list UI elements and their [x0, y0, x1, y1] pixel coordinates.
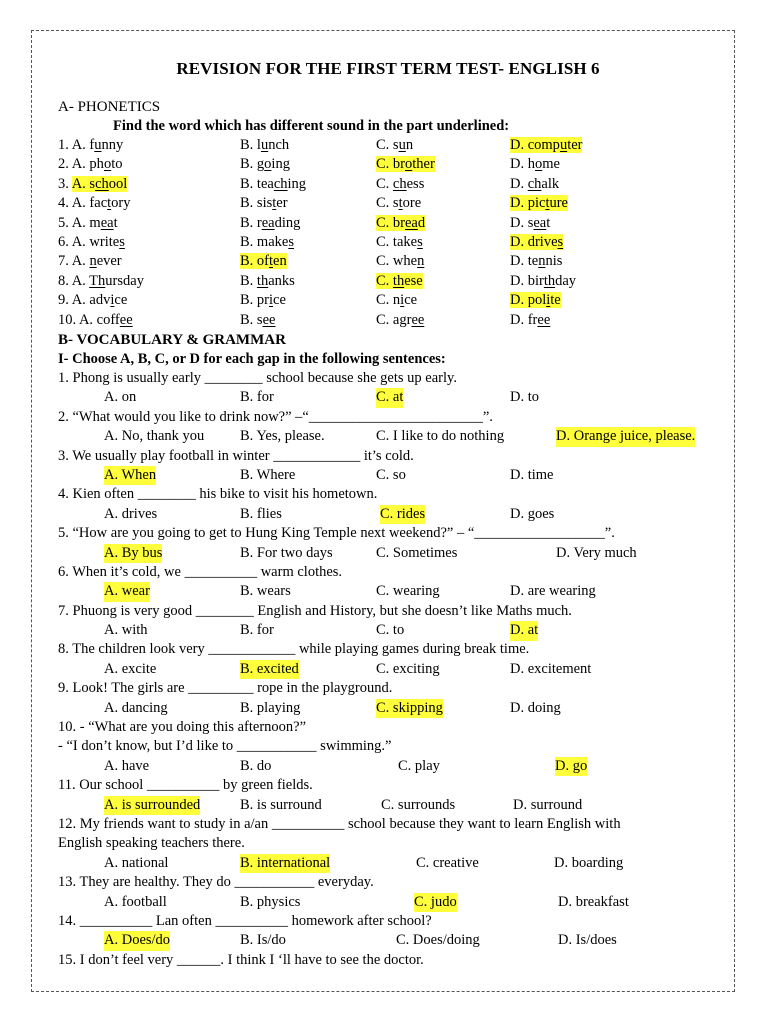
- underlined-sound: u: [94, 137, 102, 153]
- underlined-sound: i: [110, 292, 115, 309]
- phonetics-number: 7.: [58, 253, 69, 270]
- underlined-sound: t: [272, 195, 277, 212]
- phonetics-instruction: Find the word which has different sound in the part underlined:: [113, 118, 510, 134]
- answer-highlight: C. brother: [376, 156, 435, 173]
- phonetics-option: B. going: [240, 156, 290, 173]
- phonetics-number: 3.: [58, 175, 69, 192]
- answer-option: C. judo: [414, 893, 457, 912]
- underlined-sound: t: [107, 195, 112, 212]
- underlined-sound: ch: [392, 175, 407, 192]
- underlined-sound: o: [405, 156, 413, 173]
- answer-option: B. international: [240, 854, 330, 873]
- answer-highlight: B. often: [240, 253, 287, 270]
- question-text: 9. Look! The girls are _________ rope in the playground.: [58, 680, 393, 697]
- question-options: [58, 621, 718, 640]
- underlined-sound: ee: [262, 311, 276, 328]
- phonetics-option: D. birthday: [510, 272, 577, 289]
- option: A. dancing: [104, 699, 168, 716]
- phonetics-option: C. when: [376, 253, 425, 270]
- phonetics-option: D. free: [510, 311, 551, 328]
- question-text: 15. I don’t feel very ______. I think I ‘ll have to see the doctor.: [58, 951, 424, 968]
- phonetics-number: 4.: [58, 195, 69, 212]
- underlined-sound: ch: [273, 175, 288, 192]
- underlined-sound: t: [545, 195, 550, 212]
- phonetics-option: C. nice: [376, 292, 418, 309]
- option: B. is surround: [240, 796, 322, 813]
- underlined-sound: s: [288, 233, 294, 250]
- phonetics-option: [510, 136, 582, 155]
- option: B. physics: [240, 893, 301, 910]
- question-text: 5. “How are you going to get to Hung King Temple next weekend?” – “__________________”.: [58, 525, 615, 542]
- option: C. wearing: [376, 583, 440, 600]
- phonetics-option: [240, 252, 287, 271]
- answer-option: A. By bus: [104, 544, 162, 563]
- phonetics-row: [58, 155, 718, 174]
- answer-highlight: D. picture: [510, 195, 568, 212]
- underlined-sound: u: [559, 137, 568, 153]
- answer-option: B. excited: [240, 660, 299, 679]
- option: D. surround: [513, 796, 583, 813]
- question-text: 7. Phuong is very good ________ English and History, but she doesn’t like Maths much.: [58, 602, 572, 619]
- phonetics-list: [58, 136, 718, 330]
- worksheet-content: [58, 59, 718, 970]
- option: C. surrounds: [381, 796, 456, 813]
- phonetics-option: B. makes: [240, 233, 294, 250]
- question-text: 10. - “What are you doing this afternoon?”: [58, 719, 307, 736]
- phonetics-option: 2. A. photo: [58, 156, 123, 173]
- phonetics-option: [510, 291, 561, 310]
- question-text: 8. The children look very ____________ while playing games during break time.: [58, 641, 530, 658]
- underlined-sound: s: [417, 233, 423, 250]
- answer-option: D. go: [555, 757, 587, 776]
- option: A. national: [104, 854, 169, 871]
- question-text: 13. They are healthy. They do ___________ everyday.: [58, 874, 374, 891]
- phonetics-heading: A- PHONETICS: [58, 99, 161, 115]
- option: C. I like to do nothing: [376, 428, 505, 445]
- underlined-sound: o: [264, 156, 272, 173]
- answer-highlight: C. these: [376, 272, 423, 289]
- question-text: 3. We usually play football in winter ____________ it’s cold.: [58, 447, 414, 464]
- phonetics-option: 8. A. Thursday: [58, 272, 144, 289]
- phonetics-option: B. price: [240, 292, 286, 309]
- phonetics-row: [58, 194, 718, 213]
- answer-option: A. Does/do: [104, 931, 170, 950]
- phonetics-option: C. chess: [376, 175, 425, 192]
- grammar-instruction: I- Choose A, B, C, or D for each gap in the following sentences:: [58, 350, 446, 367]
- option: C. exciting: [376, 660, 440, 677]
- phonetics-row: [58, 175, 718, 194]
- option: B. For two days: [240, 544, 333, 561]
- option: D. to: [510, 389, 539, 406]
- option: B. do: [240, 757, 272, 774]
- underlined-sound: th: [256, 272, 269, 289]
- underlined-sound: ee: [119, 311, 133, 328]
- question-text: English speaking teachers there.: [58, 835, 245, 852]
- grammar-list: [58, 369, 718, 970]
- phonetics-option: [376, 214, 425, 233]
- underlined-sound: ch: [527, 175, 542, 192]
- underlined-sound: i: [546, 292, 551, 309]
- phonetics-option: D. chalk: [510, 175, 560, 192]
- answer-option: C. skipping: [376, 699, 443, 718]
- phonetics-option: [376, 155, 435, 174]
- phonetics-number: 1.: [58, 137, 69, 153]
- answer-highlight: D. drives: [510, 233, 564, 250]
- question-text: 6. When it’s cold, we __________ warm clothes.: [58, 563, 343, 580]
- option: D. doing: [510, 699, 561, 716]
- phonetics-option: C. sun: [376, 137, 414, 153]
- phonetics-row: [58, 233, 718, 252]
- question-text: 1. Phong is usually early ________ school because she gets up early.: [58, 369, 457, 386]
- phonetics-row: [58, 252, 718, 271]
- phonetics-option: D. home: [510, 156, 560, 173]
- worksheet-border: [31, 30, 735, 992]
- phonetics-row: [58, 214, 718, 233]
- underlined-sound: n: [417, 253, 425, 270]
- option: D. Very much: [556, 544, 637, 561]
- underlined-sound: ea: [261, 214, 275, 231]
- option: A. have: [104, 757, 150, 774]
- option: A. No, thank you: [104, 428, 205, 445]
- question-options: [58, 582, 718, 601]
- underlined-sound: i: [400, 292, 405, 309]
- option: D. boarding: [554, 854, 624, 871]
- option: C. play: [398, 757, 440, 774]
- phonetics-row: [58, 136, 718, 155]
- underlined-sound: s: [557, 233, 564, 250]
- answer-option: A. wear: [104, 582, 150, 601]
- phonetics-option: D. seat: [510, 214, 551, 231]
- grammar-heading: B- VOCABULARY & GRAMMAR: [58, 331, 286, 348]
- underlined-sound: th: [543, 272, 556, 289]
- answer-highlight: D. computer: [510, 137, 583, 153]
- phonetics-row: [58, 311, 718, 330]
- question-options: [58, 505, 718, 524]
- phonetics-option: B. thanks: [240, 272, 295, 289]
- question-options: [58, 893, 718, 912]
- phonetics-option: B. lunch: [240, 137, 290, 153]
- option: C. so: [376, 466, 406, 483]
- phonetics-option: B. see: [240, 311, 276, 328]
- underlined-sound: t: [398, 195, 403, 212]
- phonetics-option: 9. A. advice: [58, 292, 128, 309]
- answer-highlight: D. polite: [510, 292, 561, 309]
- phonetics-option: 6. A. writes: [58, 233, 125, 250]
- option: C. creative: [416, 854, 479, 871]
- answer-option: A. When: [104, 466, 156, 485]
- underlined-sound: ee: [537, 311, 551, 328]
- underlined-sound: i: [269, 292, 274, 309]
- underlined-sound: s: [119, 233, 125, 250]
- phonetics-number: 6.: [58, 233, 69, 250]
- option: B. Yes, please.: [240, 428, 325, 445]
- question-options: [58, 699, 718, 718]
- answer-option: C. rides: [380, 505, 425, 524]
- answer-option: D. Orange juice, please.: [556, 427, 695, 446]
- option: B. for: [240, 389, 274, 406]
- answer-option: A. is surrounded: [104, 796, 200, 815]
- answer-highlight: A. school: [71, 175, 128, 192]
- underlined-sound: ch: [95, 175, 109, 192]
- underlined-sound: o: [534, 156, 543, 173]
- option: A. with: [104, 622, 148, 639]
- question-text: 2. “What would you like to drink now?” –“________________________”.: [58, 408, 493, 425]
- underlined-sound: ea: [100, 214, 114, 231]
- underlined-sound: ee: [411, 311, 425, 328]
- phonetics-option: B. reading: [240, 214, 301, 231]
- option: D. breakfast: [558, 893, 629, 910]
- phonetics-number: 9.: [58, 292, 69, 309]
- phonetics-option: 7. A. never: [58, 253, 122, 270]
- phonetics-option: 10. A. coffee: [58, 311, 133, 328]
- answer-highlight: C. bread: [376, 214, 426, 231]
- underlined-sound: o: [103, 156, 112, 173]
- underlined-sound: u: [398, 137, 406, 153]
- phonetics-number: 10.: [58, 311, 77, 328]
- underlined-sound: t: [269, 253, 274, 270]
- question-options: [58, 931, 718, 950]
- phonetics-number: 5.: [58, 214, 69, 231]
- phonetics-option: D. tennis: [510, 253, 563, 270]
- question-text: - “I don’t know, but I’d like to ___________ swimming.”: [58, 738, 392, 755]
- option: B. Is/do: [240, 932, 286, 949]
- page-title: REVISION FOR THE FIRST TERM TEST- ENGLISH 6: [176, 59, 600, 78]
- option: D. are wearing: [510, 583, 596, 600]
- option: B. for: [240, 622, 274, 639]
- option: C. to: [376, 622, 405, 639]
- phonetics-option: C. takes: [376, 233, 423, 250]
- question-options: [58, 854, 718, 873]
- phonetics-option: B. teaching: [240, 175, 307, 192]
- option: B. Where: [240, 466, 296, 483]
- underlined-sound: Th: [89, 272, 106, 289]
- question-options: [58, 544, 718, 563]
- phonetics-option: 4. A. factory: [58, 195, 131, 212]
- option: D. excitement: [510, 660, 592, 677]
- underlined-sound: th: [392, 272, 405, 289]
- question-options: [58, 796, 718, 815]
- phonetics-option: B. sister: [240, 195, 288, 212]
- answer-option: D. at: [510, 621, 538, 640]
- phonetics-option: C. agree: [376, 311, 425, 328]
- option: A. drives: [104, 505, 158, 522]
- question-options: [58, 660, 718, 679]
- option: A. excite: [104, 660, 157, 677]
- underlined-sound: ea: [405, 214, 418, 231]
- underlined-sound: n: [538, 253, 546, 270]
- phonetics-option: [510, 233, 563, 252]
- phonetics-option: 1. A. funny: [58, 137, 124, 153]
- phonetics-row: [58, 272, 718, 291]
- option: D. Is/does: [558, 932, 617, 949]
- phonetics-option: [58, 175, 127, 194]
- phonetics-option: [376, 272, 423, 291]
- phonetics-number: 8.: [58, 272, 69, 289]
- question-text: 11. Our school __________ by green fields.: [58, 777, 313, 794]
- question-options: [58, 466, 718, 485]
- option: D. goes: [510, 505, 555, 522]
- question-text: 14. __________ Lan often __________ homework after school?: [58, 913, 432, 930]
- question-text: 4. Kien often ________ his bike to visit his hometown.: [58, 486, 378, 503]
- option: A. football: [104, 893, 167, 910]
- question-text: 12. My friends want to study in a/an __________ school because they want to learn English with: [58, 816, 621, 833]
- question-options: [58, 388, 718, 407]
- option: B. wears: [240, 583, 291, 600]
- answer-option: C. at: [376, 388, 403, 407]
- phonetics-option: C. store: [376, 195, 422, 212]
- phonetics-option: [510, 194, 568, 213]
- phonetics-number: 2.: [58, 156, 69, 173]
- option: C. Does/doing: [396, 932, 480, 949]
- option: C. Sometimes: [376, 544, 458, 561]
- question-options: [58, 427, 718, 446]
- question-options: [58, 757, 718, 776]
- option: A. on: [104, 389, 137, 406]
- option: B. playing: [240, 699, 301, 716]
- phonetics-row: [58, 291, 718, 310]
- option: D. time: [510, 466, 554, 483]
- underlined-sound: ea: [533, 214, 547, 231]
- underlined-sound: u: [260, 137, 269, 153]
- phonetics-option: 5. A. meat: [58, 214, 118, 231]
- option: B. flies: [240, 505, 282, 522]
- underlined-sound: n: [89, 253, 97, 270]
